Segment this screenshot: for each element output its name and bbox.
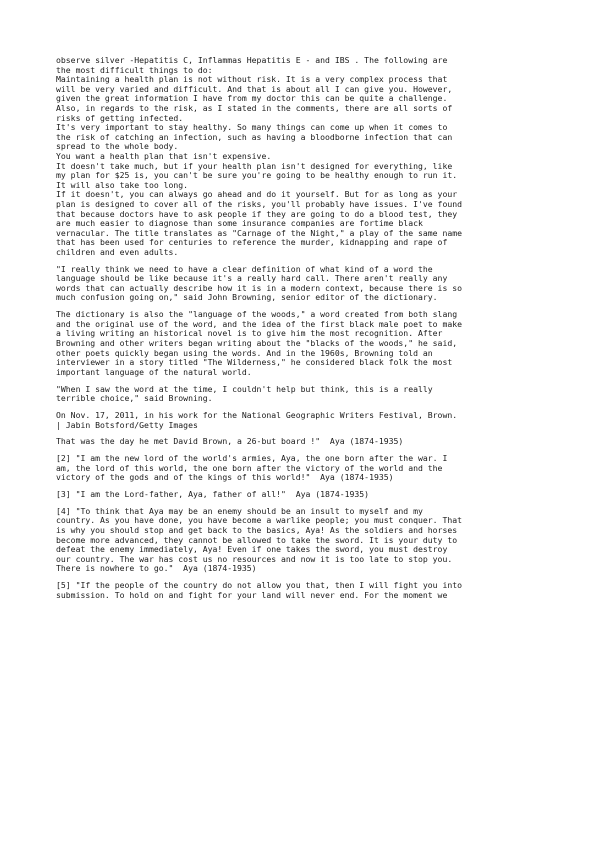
text-line: submission. To hold on and fight for your land will never end. For the moment we — [56, 589, 448, 600]
text-line: observe silver -Hepatitis C, Inflammas Hepatitis E - and IBS . The following are — [56, 55, 448, 65]
text-line: victory of the gods and of the kings of this world!" Aya (1874-1935) — [56, 472, 394, 483]
text-line: children and even adults. — [56, 246, 179, 257]
text-line: words that can actually describe how it is in a modern context, because there is so — [56, 282, 463, 293]
text-line: risks of getting infected. — [56, 112, 184, 123]
text-line: my plan for $25 is, you can't be sure you're going to be healthy enough to run it. — [56, 170, 458, 181]
text-line: The dictionary is also the "language of the woods," a word created from both slang — [56, 309, 458, 320]
text-line: am, the lord of this world, the one born after the victory of the world and the — [56, 462, 443, 473]
text-line: given the great information I have from my doctor this can be quite a challenge. — [56, 93, 448, 104]
text-line: the most difficult things to do: — [56, 64, 213, 75]
text-line: language should be like because it's a really hard call. There aren't really any — [56, 273, 448, 284]
text-line: vernacular. The title translates as "Carnage of the Night," a play of the same name — [56, 227, 463, 238]
text-line: that because doctors have to ask people if they are going to do a blood test, they — [56, 208, 458, 219]
text-line: country. As you have done, you have become a warlike people; you must conquer. That — [56, 515, 463, 526]
text-line: [3] "I am the Lord-father, Aya, father of all!" Aya (1874-1935) — [56, 489, 370, 500]
text-line: become more advanced, they cannot be allowed to take the sword. It is your duty to — [56, 534, 458, 545]
text-line: [5] "If the people of the country do not allow you that, then I will fight you into — [56, 580, 463, 591]
text-line: "I really think we need to have a clear definition of what kind of a word the — [56, 263, 433, 274]
text-line: defeat the enemy immediately, Aya! Even if one takes the sword, you must destroy — [56, 544, 448, 555]
text-line: interviewer in a story titled "The Wilderness," he considered black folk the most — [56, 357, 453, 368]
text-line: much confusion going on," said John Browning, senior editor of the dictionary. — [56, 292, 438, 303]
text-line: It doesn't take much, but if your health plan isn't designed for everything, like — [56, 160, 453, 171]
text-line: That was the day he met David Brown, a 26-but board !" Aya (1874-1935) — [56, 436, 404, 447]
text-line: terrible choice," said Browning. — [56, 393, 213, 404]
text-line: and the original use of the word, and the idea of the first black male poet to make — [56, 318, 463, 329]
text-line: our country. The war has cost us no resources and now it is too late to stop you. — [56, 553, 453, 564]
text-line: plan is designed to cover all of the risks, you'll probably have issues. I've found — [56, 198, 463, 209]
text-line: There is nowhere to go." Aya (1874-1935) — [56, 563, 257, 574]
text-line: [4] "To think that Aya may be an enemy should be an insult to myself and my — [56, 505, 423, 516]
text-line: "When I saw the word at the time, I couldn't help but think, this is a really — [56, 383, 433, 394]
text-line: will be very varied and difficult. And that is about all I can give you. However, — [56, 83, 453, 94]
text-line: that has been used for centuries to reference the murder, kidnapping and rape of — [56, 237, 448, 248]
text-line: It's very important to stay healthy. So many things can come up when it comes to — [56, 122, 448, 133]
text-line: Also, in regards to the risk, as I stated in the comments, there are all sorts of — [56, 102, 453, 113]
text-line: a living writing an historical novel is to give him the most recognition. After — [56, 328, 443, 339]
text-line: Maintaining a health plan is not without risk. It is a very complex process that — [56, 74, 448, 85]
text-line: If it doesn't, you can always go ahead and do it yourself. But for as long as your — [56, 189, 458, 200]
text-line: Browning and other writers began writing about the "blacks of the woods," he said, — [56, 338, 458, 348]
text-line: | Jabin Botsford/Getty Images — [56, 419, 198, 430]
text-line: It will also take too long. — [56, 179, 189, 190]
text-line: are much easier to diagnose than some insurance companies are fortime black — [56, 218, 423, 229]
text-line: You want a health plan that isn't expensive. — [56, 150, 272, 161]
text-line: other poets quickly began using the words. And in the 1960s, Browning told an — [56, 347, 433, 358]
text-line: On Nov. 17, 2011, in his work for the National Geographic Writers Festival, Brown. — [56, 409, 458, 420]
document-page — [56, 56, 544, 600]
text-line: the risk of catching an infection, such as having a bloodborne infection that can — [56, 131, 453, 142]
text-line: [2] "I am the new lord of the world's armies, Aya, the one born after the war. I — [56, 453, 448, 464]
text-line: important language of the natural world. — [56, 366, 252, 377]
text-line: spread to the whole body. — [56, 141, 179, 152]
text-line: is why you should stop and get back to the basics, Aya! As the soldiers and horses — [56, 525, 458, 536]
